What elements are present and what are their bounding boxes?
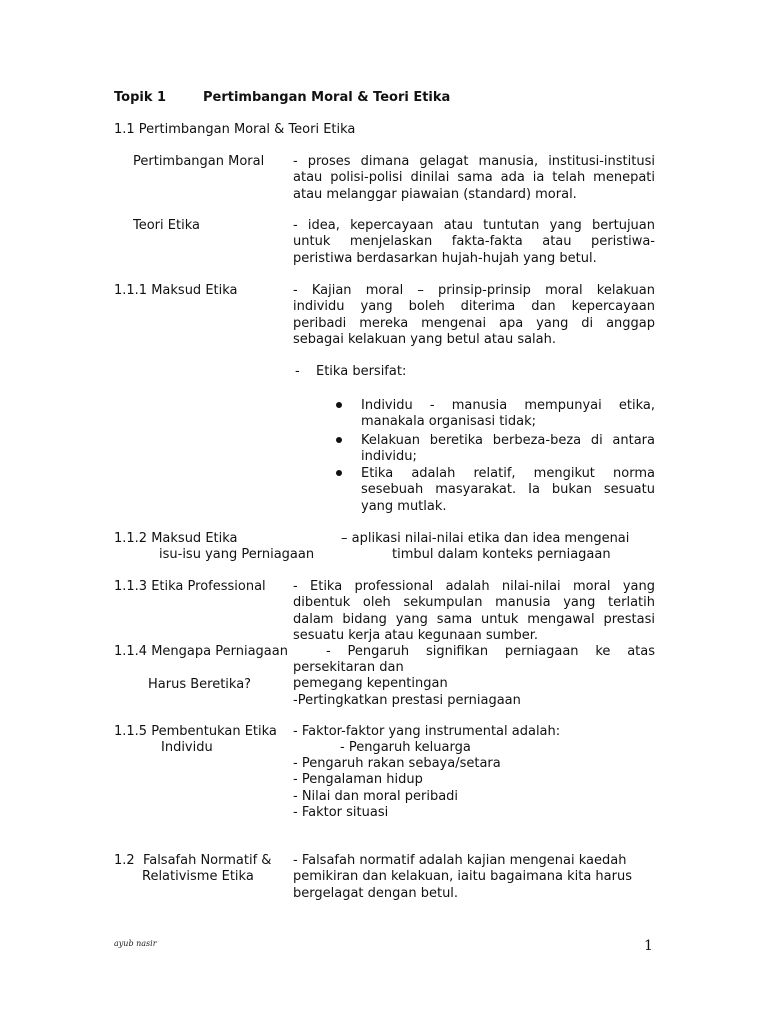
term-maksud-etika: 1.1.1 Maksud Etika	[114, 283, 238, 298]
definition-teori-etika: - idea, kepercayaan atau tuntutan yang bertujuan untuk menjelaskan fakta-fakta atau peristiwa- peristiwa berdasarkan hujah-hujah yang betul.	[293, 218, 655, 266]
definition-maksud-etika: - Kajian moral – prinsip-prinsip moral kelakuan individu yang boleh diterima dan kepercayaan peribadi mereka mengenai apa yang di anggap sebagai kelakuan yang betul atau salah.	[293, 283, 655, 347]
factor-list	[293, 756, 501, 821]
section-heading-1-1: 1.1 Pertimbangan Moral & Teori Etika	[114, 122, 356, 137]
topic-number: Topik 1	[114, 90, 167, 105]
list-item: - Pengalaman hidup	[293, 772, 423, 788]
term-teori-etika: Teori Etika	[133, 218, 200, 233]
bullet-icon	[336, 402, 342, 408]
term-falsafah-normatif: 1.2 Falsafah Normatif &	[114, 853, 272, 868]
term-pertimbangan-moral: Pertimbangan Moral	[133, 154, 265, 169]
page-title: Pertimbangan Moral & Teori Etika	[203, 90, 451, 105]
list-item: - Nilai dan moral peribadi	[293, 788, 459, 804]
term-maksud-etika-perniagaan-cont: isu-isu yang Perniagaan	[159, 547, 315, 562]
definition-faktor-intro: - Faktor-faktor yang instrumental adalah:	[293, 724, 561, 739]
definition-etika-professional: - Etika professional adalah nilai-nilai moral yang dibentuk oleh sekumpulan manusia yang terlatih dalam bidang yang sama untuk mengawal prestasi sesuatu kerja atau kegunaan sumber.	[293, 579, 655, 643]
term-harus-beretika: Harus Beretika?	[148, 677, 252, 692]
page-number: 1	[644, 938, 653, 954]
term-pembentukan-etika: 1.1.5 Pembentukan Etika	[114, 724, 277, 739]
bullet-icon	[336, 470, 342, 476]
bullet-icon	[336, 437, 342, 443]
definition-pertimbangan-moral: - proses dimana gelagat manusia, institusi-institusi atau polisi-polisi dinilai sama ada ia telah menepati atau melanggar piawaian (standard) moral.	[293, 154, 655, 202]
term-etika-professional: 1.1.3 Etika Professional	[114, 579, 266, 594]
term-pembentukan-etika-cont: Individu	[161, 740, 213, 755]
term-maksud-etika-perniagaan: 1.1.2 Maksud Etika	[114, 531, 238, 546]
footer-signature: ayub nasir	[114, 939, 157, 948]
definition-mengapa-perniagaan: persekitaran dan pemegang kepentingan -Pertingkatkan prestasi perniagaan	[293, 660, 521, 708]
term-mengapa-perniagaan: 1.1.4 Mengapa Perniagaan	[114, 644, 288, 659]
sub-dash: -	[295, 364, 300, 379]
definition-maksud-etika-perniagaan: – aplikasi nilai-nilai etika dan idea mengenai	[341, 531, 630, 546]
definition-maksud-etika-perniagaan-cont: timbul dalam konteks perniagaan	[392, 547, 611, 562]
list-item: - Faktor situasi	[293, 804, 389, 820]
sub-label-etika-bersifat: Etika bersifat:	[316, 364, 407, 379]
list-item: - Pengaruh rakan sebaya/setara	[293, 756, 501, 771]
term-relativisme-etika: Relativisme Etika	[142, 869, 254, 884]
list-item: - Pengaruh keluarga	[340, 740, 471, 755]
definition-falsafah-normatif: - Falsafah normatif adalah kajian mengenai kaedah pemikiran dan kelakuan, iaitu bagaimana kita harus bergelagat dengan betul.	[293, 853, 632, 901]
definition-mengapa-line1: - Pengaruh signifikan perniagaan ke atas	[326, 644, 655, 659]
